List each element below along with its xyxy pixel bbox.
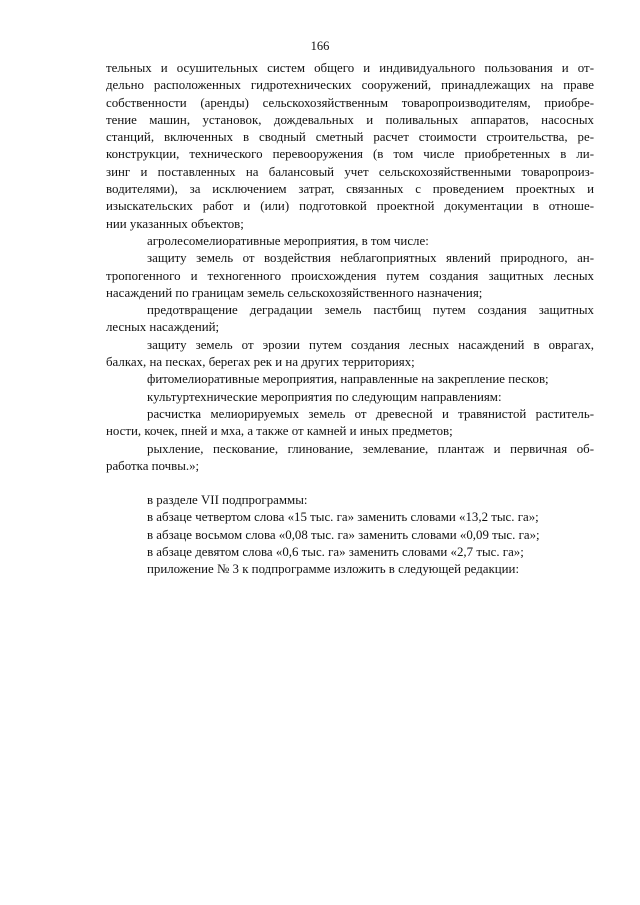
text-line: водителями), за исключением затрат, связанных с проведением проектных и <box>106 182 594 197</box>
text-line: приложение № 3 к подпрограмме изложить в следующей редакции: <box>147 562 520 577</box>
text-line: предотвращение деградации земель пастбищ путем создания защитных <box>147 303 594 318</box>
text-line: в абзаце девятом слова «0,6 тыс. га» заменить словами «2,7 тыс. га»; <box>147 545 524 560</box>
text-line: дельно расположенных гидротехнических сооружений, принадлежащих на праве <box>106 78 594 93</box>
document-body <box>106 60 594 579</box>
text-line: тение машин, установок, дождевальных и поливальных аппаратов, насосных <box>106 112 594 127</box>
text-line: балках, на песках, берегах рек и на других территориях; <box>106 355 415 370</box>
text-line: тропогенного и техногенного происхождения путем создания защитных лесных <box>106 268 594 283</box>
text-line: лесных насаждений; <box>106 320 220 335</box>
text-line: собственности (аренды) сельскохозяйственным товаропроизводителям, приобре- <box>106 95 594 110</box>
text-line: в разделе VII подпрограммы: <box>147 493 308 508</box>
text-line: рыхление, пескование, глинование, землевание, плантаж и первичная об- <box>147 441 594 456</box>
text-line: ности, кочек, пней и мха, а также от камней и иных предметов; <box>106 424 453 439</box>
text-line: насаждений по границам земель сельскохозяйственного назначения; <box>106 285 483 300</box>
text-line: культуртехнические мероприятия по следующим направлениям: <box>147 389 502 404</box>
text-line: станций, включенных в сводный сметный расчет стоимости строительства, ре- <box>106 130 594 145</box>
paragraph-gap <box>106 475 594 492</box>
text-line: фитомелиоративные мероприятия, направленные на закрепление песков; <box>147 372 549 387</box>
text-line: нии указанных объектов; <box>106 216 244 231</box>
text-line: зинг и поставленных на балансовый учет сельскохозяйственными товаропроиз- <box>106 164 594 179</box>
text-line: расчистка мелиорируемых земель от древесной и травянистой раститель- <box>147 406 594 421</box>
text-line: в абзаце четвертом слова «15 тыс. га» заменить словами «13,2 тыс. га»; <box>147 510 539 525</box>
text-line: в абзаце восьмом слова «0,08 тыс. га» заменить словами «0,09 тыс. га»; <box>147 527 540 542</box>
text-line: тельных и осушительных систем общего и индивидуального пользования и от- <box>106 61 594 75</box>
text-line: изыскательских работ и (или) подготовкой проектной документации в отноше- <box>106 199 594 214</box>
text-line: конструкции, технического перевооружения (в том числе приобретенных в ли- <box>106 147 594 162</box>
text-line: агролесомелиоративные мероприятия, в том числе: <box>147 233 429 248</box>
page-number: 166 <box>310 39 330 53</box>
text-line: работка почвы.»; <box>106 458 200 473</box>
text-line: защиту земель от эрозии путем создания лесных насаждений в оврагах, <box>147 337 594 352</box>
text-line: защиту земель от воздействия неблагоприятных явлений природного, ан- <box>147 251 594 266</box>
